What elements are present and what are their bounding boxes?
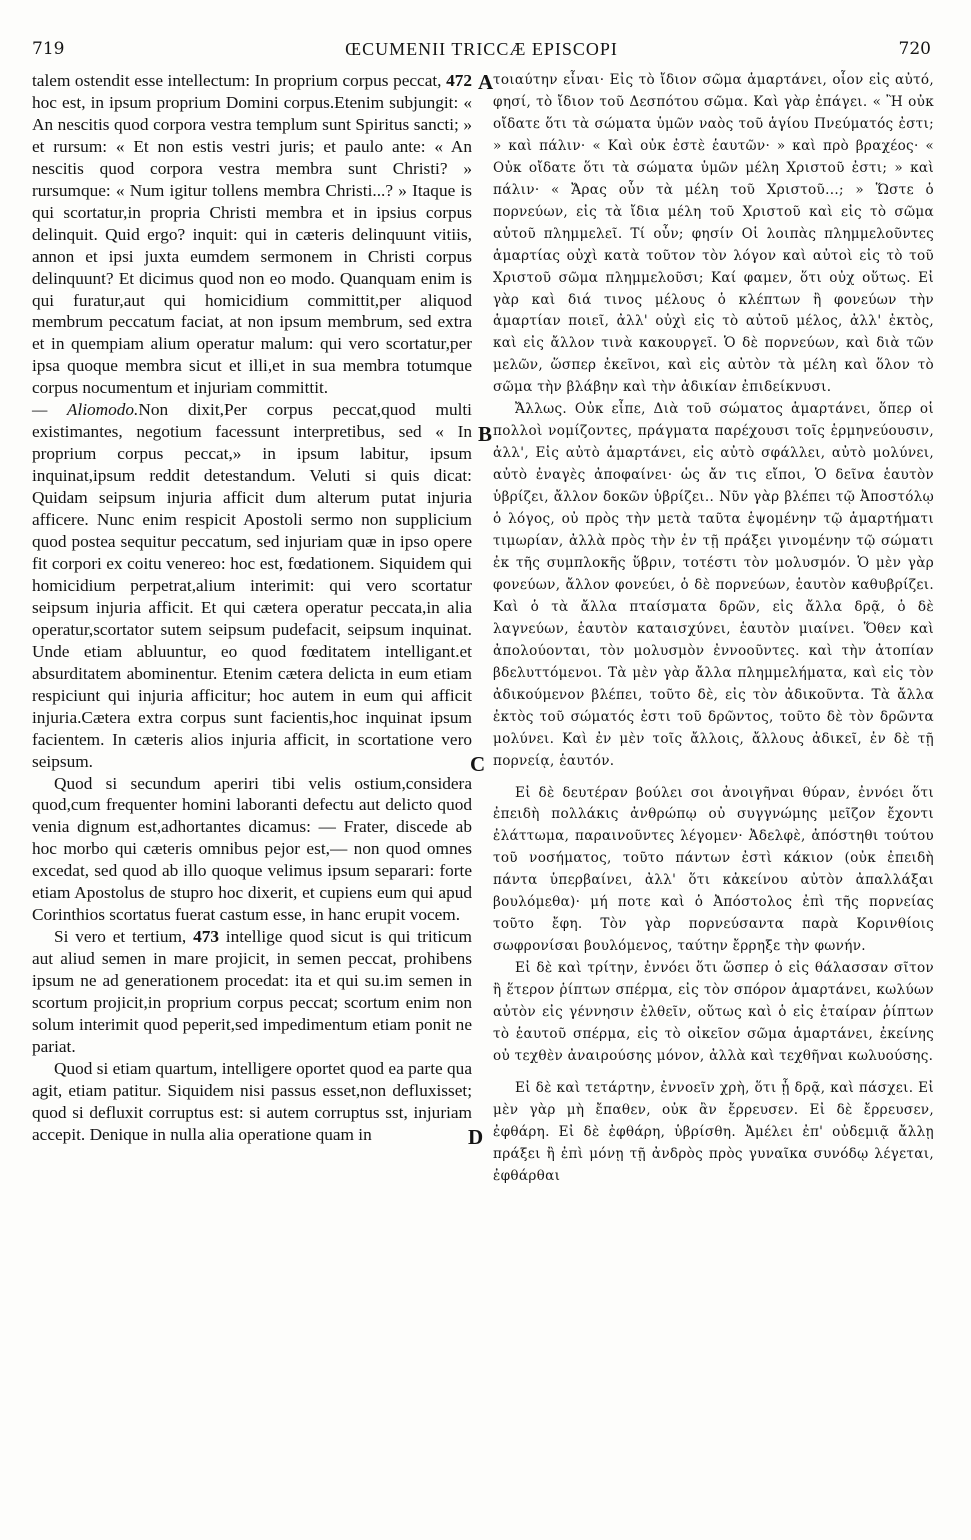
latin-text: Non dixit,Per corpus peccat,quod multi existimantes, negotium facessunt interpretibus, sed « In proprium corpus peccat,» in ipsum labitur, ipsum inquinat,ipsum reddit detestandum. Veluti si quis dicat: Quidam seipsum injuria afficit dum alterum putat injuria afficere. Nunc enim respicit Apostoli sermo non supplicium quod postea sequitur peccatum, sed injuriam quæ in ipso opere fit corpori ex coitu venereo: hoc est, fœdationem. Siquidem qui homicidium perpetrat,alium interimit: qui vero scortatur seipsum injuria afficit. Et qui cætera operatur peccata,in alia operatur,scortator sutem seipsum pudefacit, seipsum inquinat. Unde etiam abluuntur, eo quod fœditatem intelligant.et absurditatem abominentur. Etenim cætera delicta in eum etiam respiciunt qui injuria afficitur; hoc autem in eum qui afficit injuria.Cætera extra corpus sunt facientis,hoc inquinat ipsum facientem. In cæteris alios injuria afficit, in scortatione vero seipsum. [32,400,472,771]
section-marker-b: B [478,422,493,446]
column-number: 473 [193,927,219,947]
running-title: ŒCUMENII TRICCÆ EPISCOPI [345,38,618,59]
latin-paragraph [32,70,472,399]
section-lead: — Aliomodo. [32,400,139,420]
greek-paragraph: Εἰ δὲ καὶ τρίτην, ἐννόει ὅτι ὥσπερ ὁ εἰς θάλασσαν σῖτον ἢ ἕτερον ῥίπτων σπέρμα, εἰς τὸν σπόρον ἁμαρτάνει, κωλύων αὐτὸν εἰς γέννησιν ἐλθεῖν, οὕτως καὶ ὁ εἰς ἑταίραν ῥίπτων τὸ ἑαυτοῦ σπέρμα, εἰς τὸ οἰκεῖον σῶμα ἁμαρτάνει, ἐκείνης οὐ τεχθὲν ἀναιρούσης μόνον, ἀλλὰ καὶ τεχθῆναι κωλυούσης. [493,960,934,1064]
greek-column [493,70,934,1188]
section-marker-c: C [470,752,486,776]
page-header [32,34,931,64]
latin-text: intellige quod sicut is qui triticum aut aliud semen in mare projicit, in semen peccat, prohibens ipsum ne ad generationem procedat: ita et qui su.im semen in scortum projicit,in proprium corpus peccat; scortum enim non solum interimit quod peperit,sed impedimentum etiam ponit ne pariat. [32,927,472,1056]
greek-paragraph: Εἰ δὲ καὶ τετάρτην, ἐννοεῖν χρὴ, ὅτι ᾗ δρᾷ, καὶ πάσχει. Εἰ μὲν γὰρ μὴ ἔπαθεν, οὐκ ἂν ἔρρευσεν. Εἰ δὲ ἔρρευσεν, ἐφθάρη. Εἰ δὲ ἐφθάρη, ὑβρίσθη. Ἀμέλει ἐπ' οὐδεμιᾷ ἄλλῃ πράξει ἢ ἐπὶ μόνῃ τῇ ἀνδρὸς πρὸς γυναῖκα συνόδῳ λέγεται, ἐφθάρθαι [493,1079,934,1184]
latin-paragraph: Quod si secundum aperiri tibi velis ostium,considera quod,cum frequenter homini laboranti defectu aut delicto quod venia dignum est,adhortantes dicamus: — Frater, discede ab hoc morbo qui cæteris omnibus pejor est,— non quod omnes excedat, sed quod ab illo quoque velimus ipsum separari: forte etiam Apostolus de stupro hoc dixerit, et cupiens eum qui apud Corinthios scortatus fuerat castum esse, in hanc erupit vocem. [32,773,472,925]
greek-paragraph: τοιαύτην εἶναι· Εἰς τὸ ἴδιον σῶμα ἁμαρτάνει, οἷον εἰς αὐτό, φησί, τὸ ἴδιον τοῦ Δεσπότου σῶμα. Καὶ γὰρ ἐπάγει. « Ἢ οὐκ οἴδατε ὅτι τὰ σώματα ὑμῶν ναὸς τοῦ ἁγίου Πνεύματός ἐστι; » καὶ πάλιν· « Καὶ οὐκ ἐστὲ ἑαυτῶν· » καὶ πρὸ βραχέος· « Οὐκ οἴδατε ὅτι τὰ σώματα ὑμῶν μέλη Χριστοῦ ἐστι; » καὶ πάλιν· « Ἄρας οὖν τὰ μέλη τοῦ Χριστοῦ...; » Ὥστε ὁ πορνεύων, εἰς τὰ ἴδια μέλη τοῦ Χριστοῦ καὶ εἰς τὸ σῶμα αὐτοῦ πλημμελεῖ. Τί οὖν; φησίν Οἱ λοιπὰς πλημμελοῦντες ἁμαρτίας οὐχὶ κατὰ τοῦτον τὸν λόγον καὶ αὐτοὶ εἰς τὸ τοῦ Χριστοῦ σῶμα πλημμελοῦσι; Καί φαμεν, ὅτι οὐχ οὕτως. Εἰ γὰρ καὶ διά τινος μέλους ὁ κλέπτων ἢ φονεύων τὴν ἁμαρτίαν ποιεῖ, ἀλλ' οὐχὶ εἰς τὸ αὐτοῦ μέλος, ἀλλ' ἐκτὸς, καὶ εἰς ἄλλον τινὰ κακουργεῖ. Ὁ δὲ πορνεύων, καὶ διὰ τῶν μελῶν, ὥσπερ ἐκεῖνοι, καὶ εἰς αὐτὸν τὰ μέλη καὶ ὅλον τὸ σῶμα τὴν βλάβην καὶ τὴν ἀδικίαν ἐπιδείκνυσι. [493,72,934,396]
section-marker-a: A [478,70,494,94]
section-marker-d: D [468,1125,484,1149]
latin-paragraph [32,399,472,772]
column-number: 472 [446,71,472,90]
latin-column [32,70,472,1146]
latin-text: Si vero et tertium, [54,927,187,947]
page-number-right: 720 [898,39,931,59]
latin-paragraph: Quod si etiam quartum, intelligere oportet quod ea parte qua agit, etiam patitur. Siquidem nisi passus esset,non defluxisset; quod si defluxit corruptus est: si autem corruptus sst, injuriam accepit. Denique in nulla alia operatione quam in [32,1058,472,1144]
latin-paragraph [32,926,472,1058]
latin-text: hoc est, in ipsum proprium Domini corpus.Etenim subjungit: « An nescitis quod corpora vestra templum sunt Spiritus sancti; » et rursum: « Et non estis vestri juris; et paulo ante: « An nescitis quod corpora vestra membra sunt Christi? » rursumque: « Num igitur tollens membra Christi...? » Itaque is qui scortatur,in propria Christi membra et in ipsius corpus delinquit. Quid ergo? inquit: qui in cæteris delinquunt vitiis, annon et ipsi juxta eumdem sermonem in Christi corpus delinquunt? Et dicimus quod non eo modo. Quanquam enim is qui furatur,aut qui homicidium committit,per aliquod membrum peccatum faciat, at non ipsum membrum, sed extra et in quempiam alium operatur malum: qui vero scortatur,per ipsa quoque membra sicut et illi,et in sua membra totumque corpus nocumentum et injuriam committit. [32,92,472,398]
greek-paragraph: Εἰ δὲ δευτέραν βούλει σοι ἀνοιγῆναι θύραν, ἐννόει ὅτι ἐπειδὴ πολλάκις ἀνθρώπῳ οὐ συγγνώμης μεῖζον ἔχοντι ἐλάττωμα, παραινοῦντες λέγομεν· Ἀδελφὲ, ἀπόστηθι τούτου τοῦ νοσήματος, τοῦτο πάντων ἐστὶ κάκιον (οὐκ ἐπειδὴ πάντα ὑπερβαίνει, ἀλλ' ὅτι κἀκείνου αὐτὸν ἀπαλλάξαι βουλόμεθα)· μή ποτε καὶ ὁ Ἀπόστολος ἐπὶ τῆς πορνείας τοῦτο ἔφη. Τὸν γὰρ πορνεύσαντα παρὰ Κορινθίοις σωφρονίσαι βουλόμενος, ταύτην ἔρρηξε τὴν φωνήν. [493,784,934,955]
greek-paragraph: Ἄλλως. Οὐκ εἶπε, Διὰ τοῦ σώματος ἁμαρτάνει, ὅπερ οἱ πολλοὶ νομίζοντες, πράγματα παρέχουσι τοῖς ἑρμηνεύουσιν, ἀλλ', Εἰς αὐτὸ ἁμαρτάνει, εἰς αὐτὸ σφάλλει, αὐτὸ μολύνει, αὐτὸ ἐναγὲς ἀποφαίνει· ὡς ἄν τις εἴποι, Ὁ δεῖνα ἑαυτὸν ὑβρίζει, ἄλλον δοκῶν ὑβρίζει.. Νῦν γὰρ βλέπει τῷ Ἀποστόλῳ ὁ λόγος, οὐ πρὸς τὴν μετὰ ταῦτα ἑψομένην τῷ ἁμαρτήματι τιμωρίαν, ἀλλὰ πρὸς τὴν ἐν τῇ πράξει γινομένην τῷ σώματι ἐκ τῆς συμπλοκῆς ὕβριν, τοτέστι τὸν μολυσμόν. Ὁ μὲν γὰρ φονεύων, ἄλλον φονεύει, ὁ δὲ πορνεύων, ἑαυτὸν καθυβρίζει. Καὶ ὁ τὰ ἄλλα πταίσματα δρῶν, εἰς ἄλλα δρᾷ, ὁ δὲ λαγνεύων, ἑαυτὸν καταισχύνει, ἑαυτὸν μιαίνει. Ὅθεν καὶ ἀπολούονται, τὸν μολυσμὸν ἐννοοῦντες. καὶ τὴν ἀτοπίαν βδελυττόμενοι. Τὰ μὲν γὰρ ἄλλα πλημμελήματα, καὶ εἰς τὸν ἀδικούμενον βλέπει, τοῦτο δὲ, εἰς τὸν ἀδικοῦντα. Τὰ ἄλλα ἐκτὸς τοῦ σώματός ἐστι τοῦ δρῶντος, τοῦτο δὲ τὸν δρῶντα μολύνει. Καὶ ἐν μὲν τοῖς ἄλλοις, ἄλλους ἀδικεῖ, ἐν δὲ τῇ πορνείᾳ, ἑαυτόν. [493,401,934,769]
latin-text: talem ostendit esse intellectum: In proprium corpus peccat, [32,71,442,90]
page-number-left: 719 [32,39,65,59]
